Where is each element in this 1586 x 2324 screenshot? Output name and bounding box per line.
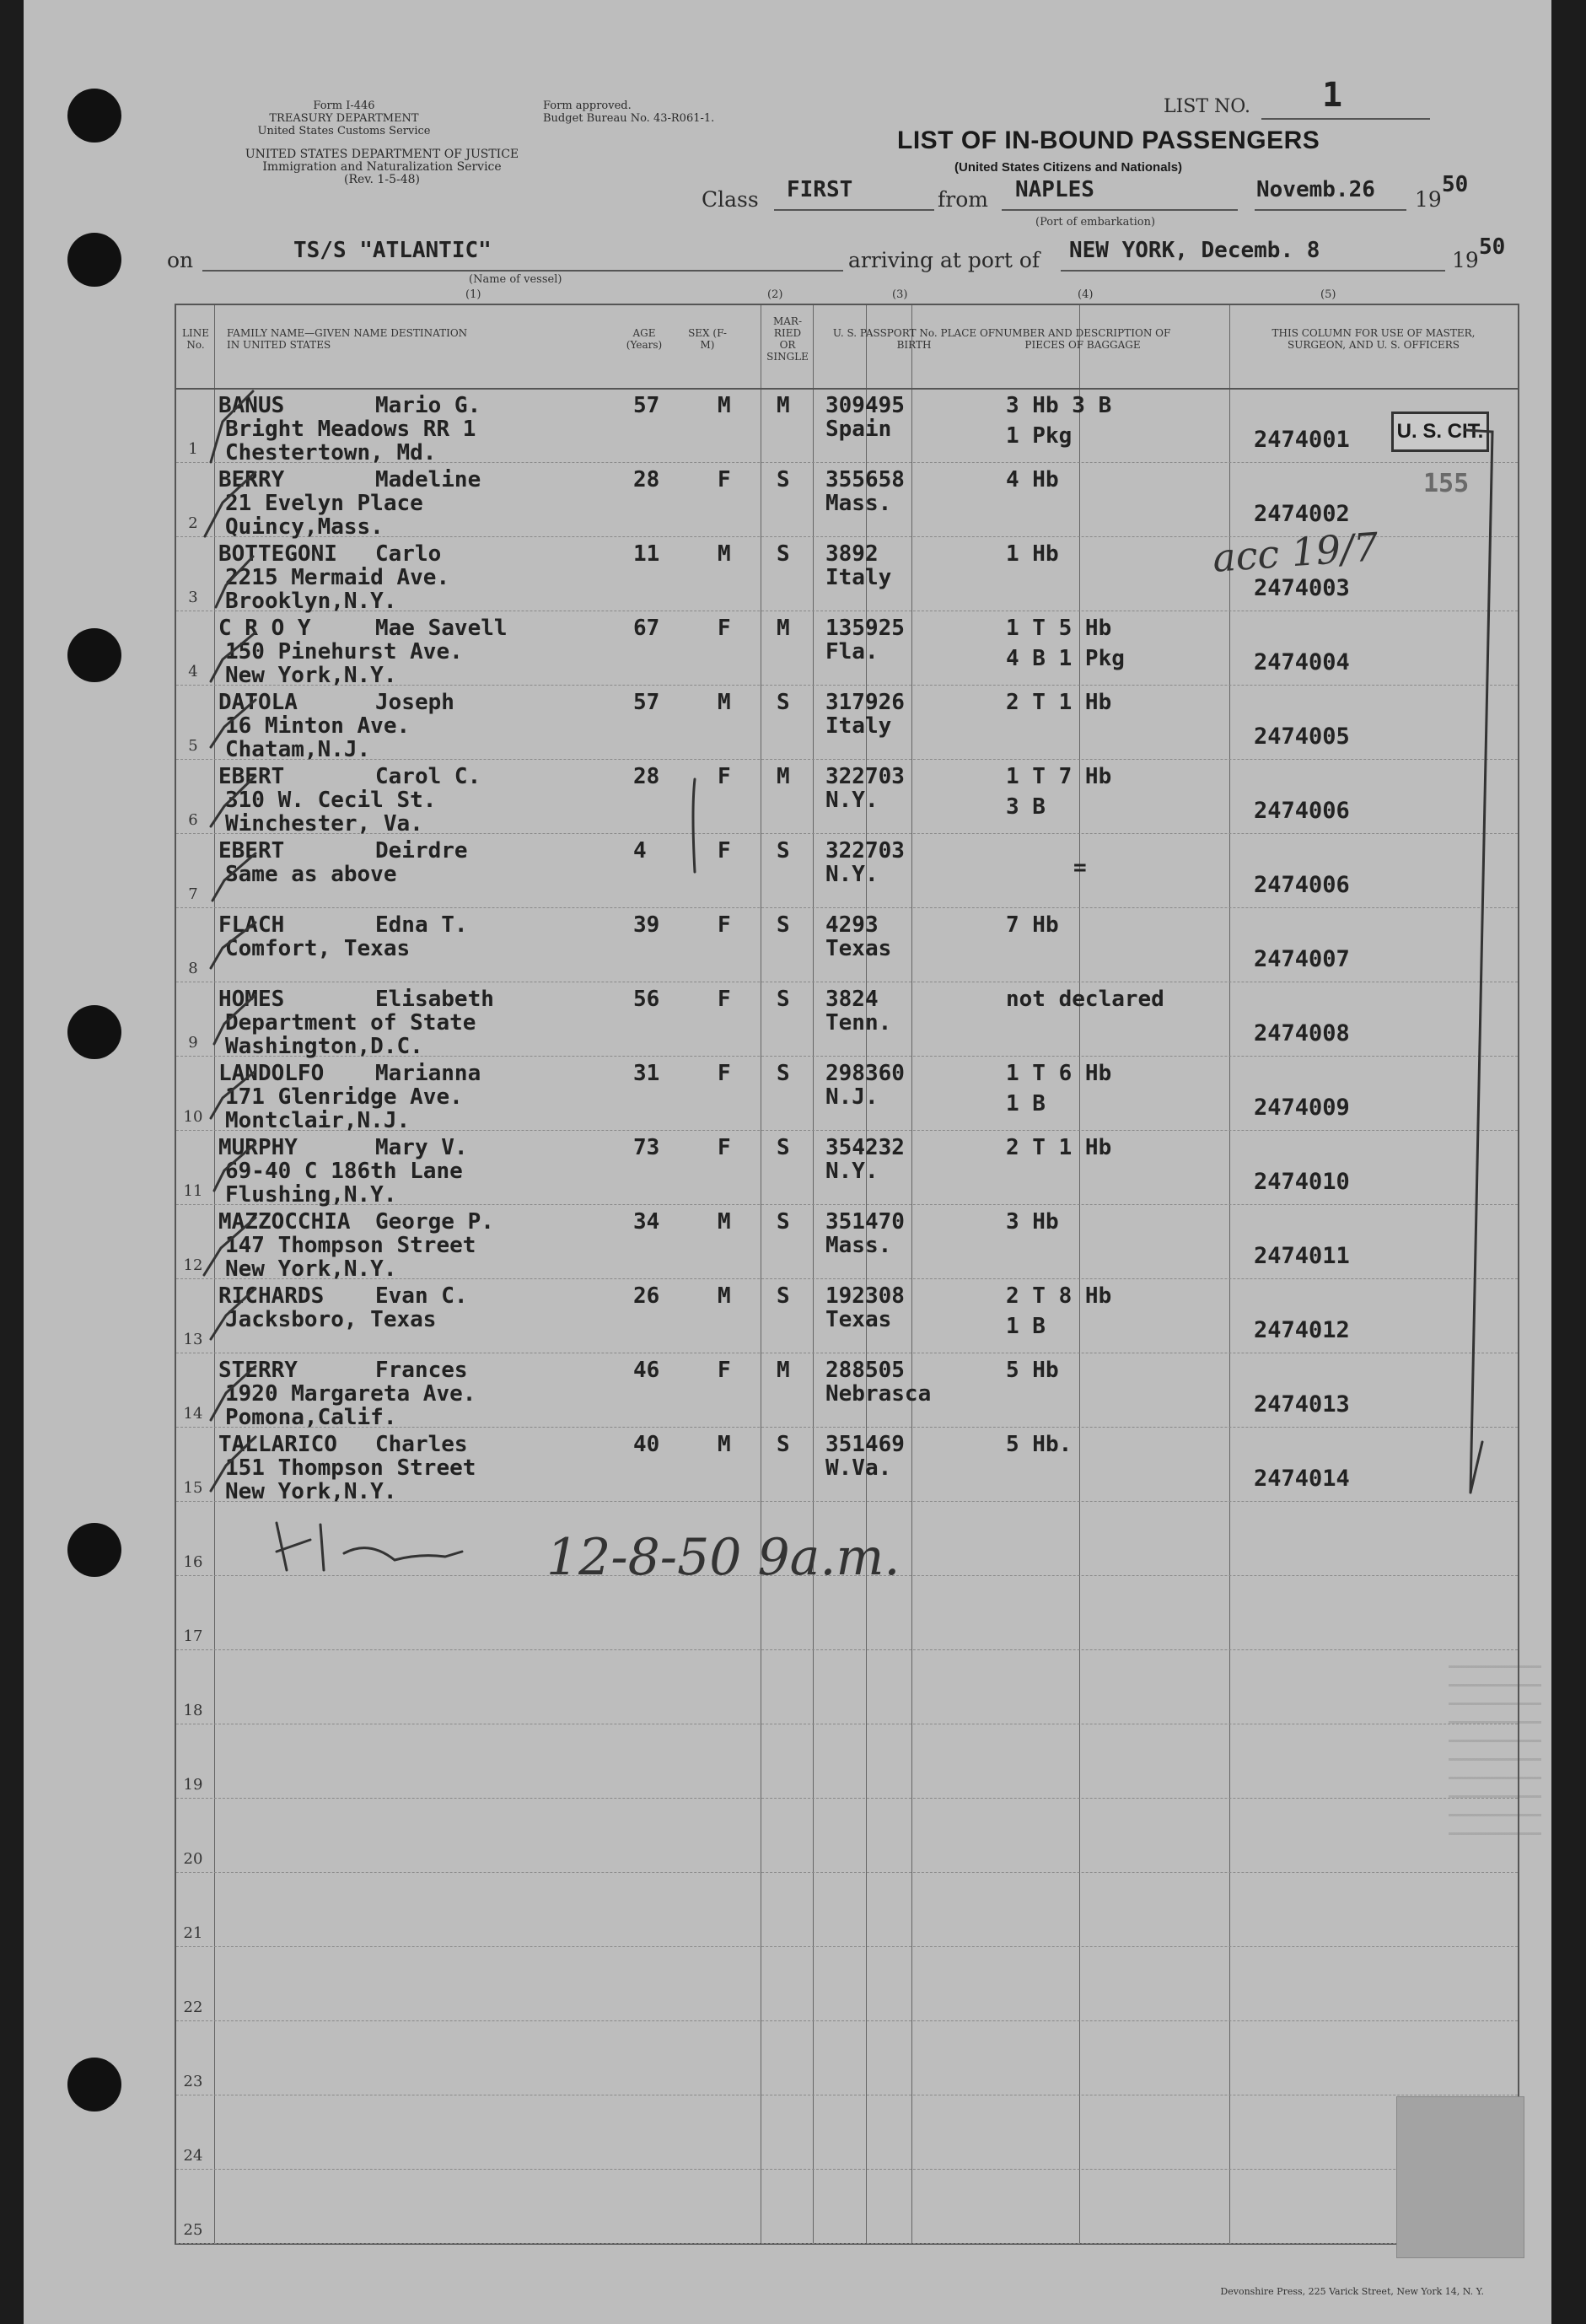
destination-line-2: Pomona,Calif. xyxy=(225,1405,397,1430)
treasury-dept: TREASURY DEPARTMENT xyxy=(269,112,419,125)
given-name: Joseph xyxy=(375,690,454,715)
sex: F xyxy=(718,616,731,641)
departure-date: Novemb.26 xyxy=(1256,177,1375,202)
line-number: 11 xyxy=(183,1182,203,1200)
table-row xyxy=(176,685,1518,760)
baggage-line-1: 5 Hb xyxy=(1006,1358,1059,1383)
destination-line-1: Bright Meadows RR 1 xyxy=(225,417,476,442)
year-prefix: 19 xyxy=(1415,187,1442,212)
family-name: BERRY xyxy=(218,467,285,492)
header-married: MAR-RIED OR SINGLE xyxy=(766,315,809,363)
destination-line-2: New York,N.Y. xyxy=(225,1256,397,1282)
line-number: 19 xyxy=(183,1776,203,1794)
line-number: 3 xyxy=(188,589,198,606)
line-number: 25 xyxy=(183,2221,203,2239)
binder-hole xyxy=(67,89,121,143)
line-number: 22 xyxy=(183,1999,203,2016)
place-of-birth: Texas xyxy=(825,936,892,961)
table-row xyxy=(176,982,1518,1057)
sex: F xyxy=(718,1061,731,1086)
place-of-birth: Tenn. xyxy=(825,1010,892,1036)
table-row xyxy=(176,1278,1518,1353)
place-of-birth: W.Va. xyxy=(825,1455,892,1481)
ins-name: Immigration and Naturalization Service xyxy=(262,160,502,174)
passport-number: 351470 xyxy=(825,1209,905,1235)
destination-line-2: Flushing,N.Y. xyxy=(225,1182,397,1208)
baggage-line-1: 7 Hb xyxy=(1006,912,1059,938)
header-officers: THIS COLUMN FOR USE OF MASTER, SURGEON, AND U. S. OFFICERS xyxy=(1271,327,1476,351)
customs-service: United States Customs Service xyxy=(257,125,431,137)
given-name: Madeline xyxy=(375,467,481,492)
baggage-line-1: 2 T 1 Hb xyxy=(1006,690,1112,715)
us-citizen-stamp: U. S. CIT. xyxy=(1391,412,1489,452)
line-number: 9 xyxy=(188,1034,198,1052)
given-name: Edna T. xyxy=(375,912,468,938)
handwritten-date-time: 12-8-50 9a.m. xyxy=(546,1528,901,1587)
family-name: C R O Y xyxy=(218,616,311,641)
col-num-1: (1) xyxy=(465,288,481,301)
family-name: MURPHY xyxy=(218,1135,298,1160)
printer-footer: Devonshire Press, 225 Varick Street, New York 14, N. Y. xyxy=(1220,2286,1484,2297)
baggage-line-1: 1 T 5 Hb xyxy=(1006,616,1112,641)
age: 11 xyxy=(633,541,660,567)
destination-line-1: Jacksboro, Texas xyxy=(225,1307,437,1332)
line-number: 18 xyxy=(183,1702,203,1719)
line-number: 6 xyxy=(188,811,198,829)
arrival-year-prefix: 19 xyxy=(1452,248,1479,272)
port-caption: (Port of embarkation) xyxy=(1035,216,1156,229)
destination-line-1: Same as above xyxy=(225,862,397,887)
age: 67 xyxy=(633,616,660,641)
place-of-birth: N.J. xyxy=(825,1084,879,1110)
place-of-birth: Spain xyxy=(825,417,892,442)
page-title: LIST OF IN-BOUND PASSENGERS xyxy=(897,126,1320,154)
passport-number: 317926 xyxy=(825,690,905,715)
form-approved: Form approved. xyxy=(543,100,632,112)
place-of-birth: Fla. xyxy=(825,639,879,664)
baggage-line-2: 4 B 1 Pkg xyxy=(1006,646,1125,671)
col-num-4: (4) xyxy=(1078,288,1094,301)
class-label: Class xyxy=(702,187,759,212)
destination-line-1: 16 Minton Ave. xyxy=(225,713,411,739)
sex: F xyxy=(718,1358,731,1383)
arriving-label: arriving at port of xyxy=(848,248,1040,272)
place-of-birth: Nebrasca xyxy=(825,1381,932,1407)
ticket-number: 2474003 xyxy=(1254,575,1350,601)
col-num-2: (2) xyxy=(767,288,783,301)
table-row xyxy=(176,1130,1518,1208)
marital-status: S xyxy=(777,1209,790,1235)
marital-status: M xyxy=(777,764,790,789)
passport-number: 309495 xyxy=(825,393,905,418)
age: 28 xyxy=(633,764,660,789)
passport-number: 322703 xyxy=(825,764,905,789)
header-age: AGE (Years) xyxy=(626,327,663,351)
marital-status: M xyxy=(777,393,790,418)
age: 26 xyxy=(633,1283,660,1309)
line-number: 21 xyxy=(183,1924,203,1942)
form-number: Form I-446 xyxy=(313,100,375,112)
line-number: 8 xyxy=(188,960,198,977)
ticket-number: 2474011 xyxy=(1254,1243,1350,1269)
destination-line-1: Comfort, Texas xyxy=(225,936,411,961)
budget-bureau: Budget Bureau No. 43-R061-1. xyxy=(543,112,715,125)
destination-line-1: 150 Pinehurst Ave. xyxy=(225,639,463,664)
destination-line-2: Montclair,N.J. xyxy=(225,1108,411,1133)
family-name: LANDOLFO xyxy=(218,1061,325,1086)
baggage-line-2: 3 B xyxy=(1006,794,1046,820)
form-number-block xyxy=(218,100,470,137)
port-of-embarkation: NAPLES xyxy=(1015,177,1094,202)
table-row xyxy=(176,1946,1518,2021)
ticket-number: 2474005 xyxy=(1254,724,1350,750)
line-number: 2 xyxy=(188,514,198,532)
table-row xyxy=(176,611,1518,686)
line-number: 20 xyxy=(183,1850,203,1868)
place-of-birth: Mass. xyxy=(825,1233,892,1258)
age: 73 xyxy=(633,1135,660,1160)
from-label: from xyxy=(938,187,988,212)
age: 57 xyxy=(633,393,660,418)
passport-number: 192308 xyxy=(825,1283,905,1309)
ticket-number: 2474007 xyxy=(1254,946,1350,972)
vessel-name: TS/S "ATLANTIC" xyxy=(293,238,492,263)
sex: F xyxy=(718,912,731,938)
given-name: Evan C. xyxy=(375,1283,468,1309)
family-name: EBERT xyxy=(218,764,285,789)
ticket-number: 2474004 xyxy=(1254,649,1350,675)
sex: F xyxy=(718,467,731,492)
age: 46 xyxy=(633,1358,660,1383)
age: 34 xyxy=(633,1209,660,1235)
destination-line-1: 147 Thompson Street xyxy=(225,1233,476,1258)
family-name: TALLARICO xyxy=(218,1432,337,1457)
destination-line-1: 151 Thompson Street xyxy=(225,1455,476,1481)
place-of-birth: N.Y. xyxy=(825,862,879,887)
table-row xyxy=(176,1798,1518,1873)
marital-status: S xyxy=(777,1283,790,1309)
sex: M xyxy=(718,393,731,418)
sex: F xyxy=(718,764,731,789)
age: 39 xyxy=(633,912,660,938)
age: 4 xyxy=(633,838,647,863)
family-name: BANUS xyxy=(218,393,285,418)
family-name: MAZZOCCHIA xyxy=(218,1209,351,1235)
binder-hole xyxy=(67,1523,121,1577)
marital-status: S xyxy=(777,1432,790,1457)
baggage-line-1: 3 Hb 3 B xyxy=(1006,393,1112,418)
line-number: 10 xyxy=(183,1108,203,1126)
baggage-line-2: 1 Pkg xyxy=(1006,423,1073,449)
passport-number: 355658 xyxy=(825,467,905,492)
passport-number: 322703 xyxy=(825,838,905,863)
sex: F xyxy=(718,1135,731,1160)
ticket-number: 2474006 xyxy=(1254,798,1350,824)
destination-line-1: Department of State xyxy=(225,1010,476,1036)
given-name: Mae Savell xyxy=(375,616,508,641)
arrival-port: NEW YORK, Decemb. 8 xyxy=(1069,238,1320,263)
given-name: Carlo xyxy=(375,541,442,567)
passport-number: 4293 xyxy=(825,912,879,938)
passport-number: 3824 xyxy=(825,987,879,1012)
marital-status: S xyxy=(777,987,790,1012)
binder-hole xyxy=(67,628,121,682)
baggage-line-1: 3 Hb xyxy=(1006,1209,1059,1235)
destination-line-2: Chatam,N.J. xyxy=(225,737,371,762)
table-row xyxy=(176,462,1518,540)
table-row xyxy=(176,1427,1518,1502)
dept-justice-block xyxy=(184,148,580,186)
class-value: FIRST xyxy=(787,177,853,202)
sex: M xyxy=(718,1432,731,1457)
baggage-line-1: not declared xyxy=(1006,987,1164,1012)
header-line-no: LINE No. xyxy=(182,327,209,351)
given-name: George P. xyxy=(375,1209,494,1235)
list-no-value: 1 xyxy=(1322,76,1343,115)
line-number: 15 xyxy=(183,1479,203,1497)
line-number: 24 xyxy=(183,2147,203,2165)
ticket-number: 2474014 xyxy=(1254,1466,1350,1492)
baggage-line-1: 1 T 7 Hb xyxy=(1006,764,1112,789)
age: 57 xyxy=(633,690,660,715)
revision: (Rev. 1-5-48) xyxy=(344,173,420,186)
dept-justice: UNITED STATES DEPARTMENT OF JUSTICE xyxy=(245,148,519,161)
table-row xyxy=(176,759,1518,837)
line-number: 16 xyxy=(183,1553,203,1571)
list-no-label: LIST NO. xyxy=(1164,96,1251,117)
vessel-caption: (Name of vessel) xyxy=(469,273,562,286)
given-name: Marianna xyxy=(375,1061,481,1086)
binder-hole xyxy=(67,1005,121,1059)
family-name: FLACH xyxy=(218,912,285,938)
marital-status: S xyxy=(777,838,790,863)
baggage-line-2: 1 B xyxy=(1006,1314,1046,1339)
sex: M xyxy=(718,690,731,715)
marital-status: S xyxy=(777,912,790,938)
line-number: 23 xyxy=(183,2073,203,2090)
header-passport: U. S. PASSPORT No. PLACE OF BIRTH xyxy=(832,327,996,351)
passport-number: 351469 xyxy=(825,1432,905,1457)
header-baggage: NUMBER AND DESCRIPTION OF PIECES OF BAGGAGE xyxy=(994,327,1171,351)
table-row xyxy=(176,1204,1518,1282)
destination-line-2: Quincy,Mass. xyxy=(225,514,384,540)
table-row xyxy=(176,1872,1518,1947)
ticket-number: 2474002 xyxy=(1254,501,1350,527)
baggage-line-1: 5 Hb. xyxy=(1006,1432,1073,1457)
sex: M xyxy=(718,1209,731,1235)
destination-line-1: 1920 Margareta Ave. xyxy=(225,1381,476,1407)
destination-line-1: 69-40 C 186th Lane xyxy=(225,1159,463,1184)
destination-line-2: Washington,D.C. xyxy=(225,1034,423,1059)
family-name: RICHARDS xyxy=(218,1283,325,1309)
table-row xyxy=(176,907,1518,982)
given-name: Carol C. xyxy=(375,764,481,789)
marital-status: S xyxy=(777,1061,790,1086)
table-row xyxy=(176,1649,1518,1724)
header-sex: SEX (F-M) xyxy=(688,327,727,351)
faint-bleedthrough-text xyxy=(1449,1665,1541,1851)
col-num-3: (3) xyxy=(892,288,908,301)
destination-line-1: 21 Evelyn Place xyxy=(225,491,423,516)
passport-number: 135925 xyxy=(825,616,905,641)
line-number: 4 xyxy=(188,663,198,681)
page-subtitle: (United States Citizens and Nationals) xyxy=(954,160,1183,175)
marital-status: M xyxy=(777,616,790,641)
given-name: Deirdre xyxy=(375,838,468,863)
ticket-number: 2474010 xyxy=(1254,1169,1350,1195)
marital-status: S xyxy=(777,467,790,492)
given-name: Mario G. xyxy=(375,393,481,418)
passport-number: 288505 xyxy=(825,1358,905,1383)
passenger-table xyxy=(175,304,1519,2245)
age: 28 xyxy=(633,467,660,492)
given-name: Mary V. xyxy=(375,1135,468,1160)
destination-line-2: Winchester, Va. xyxy=(225,811,423,837)
place-of-birth: Texas xyxy=(825,1307,892,1332)
ticket-number: 2474013 xyxy=(1254,1391,1350,1418)
table-row xyxy=(176,1056,1518,1131)
col-num-5: (5) xyxy=(1320,288,1336,301)
passport-number: 354232 xyxy=(825,1135,905,1160)
age: 40 xyxy=(633,1432,660,1457)
family-name: EBERT xyxy=(218,838,285,863)
line-number: 1 xyxy=(188,440,198,458)
line-number: 7 xyxy=(188,885,198,903)
age: 31 xyxy=(633,1061,660,1086)
family-name: HOMES xyxy=(218,987,285,1012)
baggage-line-1: 1 Hb xyxy=(1006,541,1059,567)
table-row xyxy=(176,1353,1518,1428)
ticket-number: 2474008 xyxy=(1254,1020,1350,1046)
given-name: Frances xyxy=(375,1358,468,1383)
destination-line-1: 2215 Mermaid Ave. xyxy=(225,565,450,590)
destination-line-2: Brooklyn,N.Y. xyxy=(225,589,397,614)
paper-patch xyxy=(1396,2096,1524,2258)
baggage-line-1: 1 T 6 Hb xyxy=(1006,1061,1112,1086)
table-row xyxy=(176,2095,1518,2170)
table-row xyxy=(176,833,1518,908)
baggage-line-1: 2 T 1 Hb xyxy=(1006,1135,1112,1160)
ticket-number: 2474009 xyxy=(1254,1095,1350,1121)
sex: M xyxy=(718,1283,731,1309)
family-name: DATOLA xyxy=(218,690,298,715)
destination-line-2: Chestertown, Md. xyxy=(225,440,437,465)
arrival-year-suffix: 50 xyxy=(1479,234,1506,260)
sex: F xyxy=(718,987,731,1012)
sex: M xyxy=(718,541,731,567)
passport-number: 3892 xyxy=(825,541,879,567)
header-name: FAMILY NAME—GIVEN NAME DESTINATION IN UNITED STATES xyxy=(227,327,468,351)
given-name: Charles xyxy=(375,1432,468,1457)
destination-line-2: New York,N.Y. xyxy=(225,1479,397,1504)
marital-status: S xyxy=(777,541,790,567)
ticket-number: 2474006 xyxy=(1254,872,1350,898)
baggage-line-1: 2 T 8 Hb xyxy=(1006,1283,1112,1309)
line-number: 14 xyxy=(183,1405,203,1423)
age: 56 xyxy=(633,987,660,1012)
line-number: 17 xyxy=(183,1627,203,1645)
family-name: BOTTEGONI xyxy=(218,541,337,567)
family-name: STERRY xyxy=(218,1358,298,1383)
line-number: 5 xyxy=(188,737,198,755)
baggage-line-1: 4 Hb xyxy=(1006,467,1059,492)
binder-hole xyxy=(67,233,121,287)
handwritten-note: acc 19/7 xyxy=(1211,524,1380,581)
ticket-number: 2474001 xyxy=(1254,427,1350,453)
marital-status: S xyxy=(777,690,790,715)
place-of-birth: N.Y. xyxy=(825,1159,879,1184)
baggage-line-2: 1 B xyxy=(1006,1091,1046,1116)
manifest-page xyxy=(24,0,1551,2324)
year-suffix: 50 xyxy=(1442,172,1469,197)
sex: F xyxy=(718,838,731,863)
line-number: 12 xyxy=(183,1256,203,1274)
table-row xyxy=(176,1724,1518,1799)
on-label: on xyxy=(167,248,194,272)
place-of-birth: Italy xyxy=(825,713,892,739)
form-approved-block xyxy=(543,100,714,125)
place-of-birth: Italy xyxy=(825,565,892,590)
ticket-number: 2474012 xyxy=(1254,1317,1350,1343)
table-row xyxy=(176,388,1518,463)
line-number: 13 xyxy=(183,1331,203,1348)
passport-number: 298360 xyxy=(825,1061,905,1086)
place-of-birth: Mass. xyxy=(825,491,892,516)
destination-line-1: 310 W. Cecil St. xyxy=(225,788,437,813)
baggage-line-2: = xyxy=(1073,855,1087,880)
stamp-number: 155 xyxy=(1423,469,1470,498)
binder-hole xyxy=(67,2058,121,2112)
marital-status: S xyxy=(777,1135,790,1160)
place-of-birth: N.Y. xyxy=(825,788,879,813)
destination-line-1: 171 Glenridge Ave. xyxy=(225,1084,463,1110)
table-row xyxy=(176,2020,1518,2095)
given-name: Elisabeth xyxy=(375,987,494,1012)
table-row xyxy=(176,2169,1518,2244)
destination-line-2: New York,N.Y. xyxy=(225,663,397,688)
marital-status: M xyxy=(777,1358,790,1383)
